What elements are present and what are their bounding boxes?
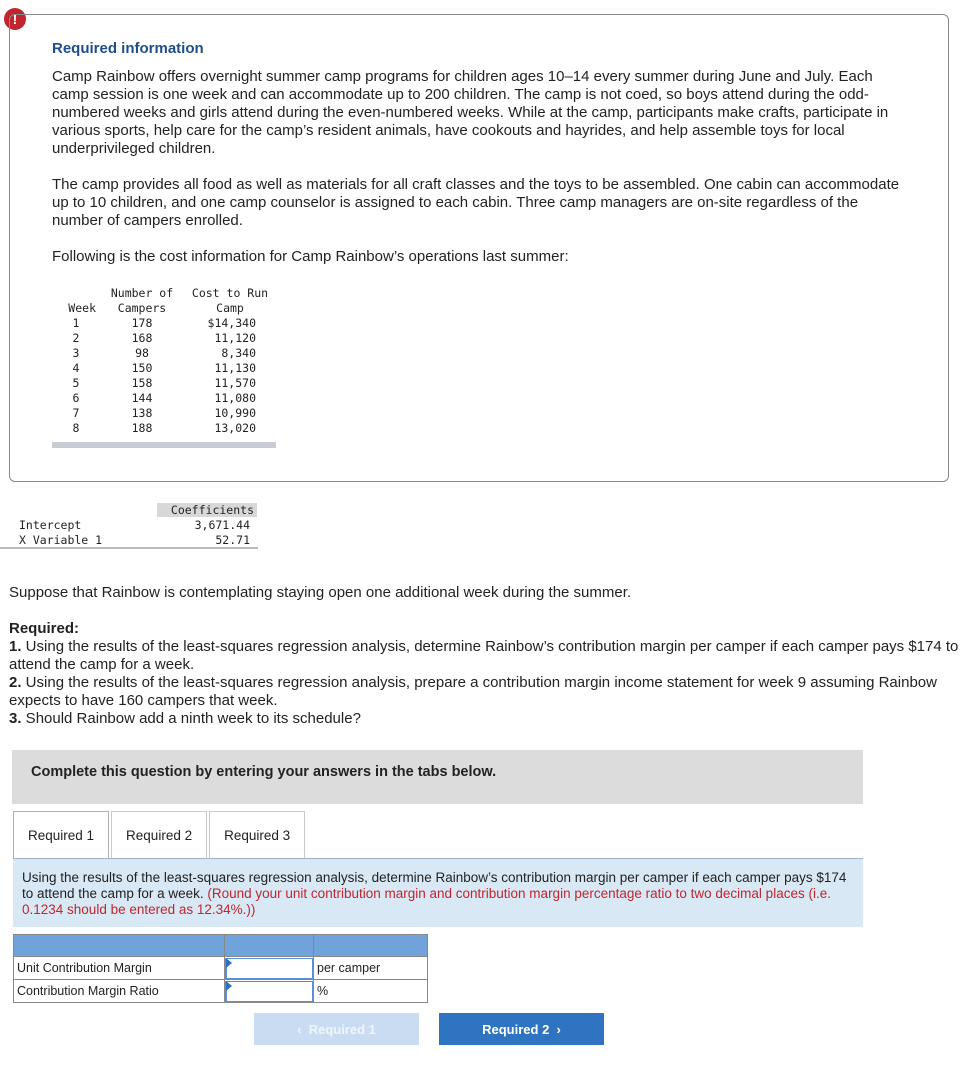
info-title: Required information — [52, 40, 204, 57]
unit-contribution-margin-input[interactable] — [225, 958, 313, 979]
tab-required-1[interactable]: Required 1 — [13, 811, 109, 859]
table-row: 2 168 11,120 — [72, 331, 256, 345]
unit-cm-label: Unit Contribution Margin — [14, 957, 225, 980]
answer-table — [13, 934, 428, 1003]
suppose-text: Suppose that Rainbow is contemplating staying open one additional week during the summer. — [9, 584, 632, 601]
table-divider — [52, 442, 276, 448]
input-flag-icon — [226, 981, 232, 991]
next-required-button[interactable]: Required 2 › — [439, 1013, 604, 1045]
answer-table-header — [14, 935, 428, 957]
contribution-margin-ratio-input[interactable] — [225, 981, 313, 1002]
info-paragraph-1: Camp Rainbow offers overnight summer camp programs for children ages 10–14 every summer during June and July. Each camp session is one week and can accommodate up to 200 children. The camp is not coed, so boys attend during the odd-numbered weeks and girls attend during the even-numbered weeks. While at the camp, participants make crafts, participate in various sports, help care for the camp’s resident animals, have cookouts and hayrides, and help assemble toys for local underprivileged children. — [52, 68, 889, 157]
prev-required-button[interactable]: ‹ Required 1 — [254, 1013, 419, 1045]
col-cost-line1: Cost to Run — [191, 286, 269, 300]
col-week: Week — [68, 301, 96, 315]
table-row — [14, 957, 428, 980]
table-row — [0, 533, 258, 548]
tab-required-2[interactable]: Required 2 — [111, 811, 207, 859]
table-row: 6 144 11,080 — [72, 391, 256, 405]
cost-data-table — [52, 286, 276, 436]
required-item-2: 2. Using the results of the least-squares regression analysis, prepare a contribution margin income statement for week 9 assuming Rainbow expects to have 160 campers that week. — [9, 674, 937, 709]
x-variable-label: X Variable 1 — [19, 533, 103, 547]
cm-ratio-unit: % — [314, 980, 428, 1003]
regression-divider — [0, 547, 258, 549]
required-item-1: 1. Using the results of the least-squares regression analysis, determine Rainbow’s contribution margin per camper if each camper pays $174 to attend the camp for a week. — [9, 638, 959, 673]
coefficients-header: Coefficients — [170, 503, 254, 517]
regression-table — [0, 503, 258, 548]
table-row: 1 178 $14,340 — [52, 316, 276, 331]
info-paragraph-3: Following is the cost information for Camp Rainbow’s operations last summer: — [52, 248, 569, 265]
table-row — [0, 518, 258, 533]
input-flag-icon — [226, 958, 232, 968]
col-campers-line2: Campers — [117, 301, 167, 315]
panel-instruction: Using the results of the least-squares regression analysis, determine Rainbow’s contribution margin per camper if each camper pays $174 to attend the camp for a week. — [22, 870, 847, 901]
table-row: 4 150 11,130 — [72, 361, 256, 375]
intercept-value: 3,671.44 — [194, 518, 250, 532]
tab-panel-instructions — [13, 858, 863, 927]
required-heading: Required: — [9, 620, 80, 637]
info-paragraph-2: The camp provides all food as well as materials for all craft classes and the toys to be assembled. One cabin can accommodate up to 10 children, and one camp counselor is assigned to each cabin. Three camp managers are on-site regardless of the number of campers enrolled. — [52, 176, 900, 229]
rounding-note: (Round your unit contribution margin and contribution margin percentage ratio to two decimal places (i.e. 0.1234 should be entered as 12.34%.)) — [22, 886, 831, 917]
chevron-left-icon: ‹ — [297, 1021, 309, 1037]
intercept-label: Intercept — [19, 518, 82, 532]
required-section — [9, 620, 959, 728]
complete-question-banner: Complete this question by entering your answers in the tabs below. — [12, 750, 863, 804]
alert-icon: ! — [4, 8, 26, 30]
required-tabs — [13, 811, 307, 859]
table-row: 5 158 11,570 — [52, 376, 276, 391]
chevron-right-icon: › — [549, 1021, 561, 1037]
col-campers-line1: Number of — [110, 286, 174, 300]
table-row: 7 138 10,990 — [52, 406, 276, 421]
table-row: 8 188 13,020 — [72, 421, 256, 435]
cm-ratio-label: Contribution Margin Ratio — [14, 980, 225, 1003]
col-cost-line2: Camp — [216, 301, 244, 315]
tab-required-3[interactable]: Required 3 — [209, 811, 305, 859]
required-item-3: 3. Should Rainbow add a ninth week to its schedule? — [9, 710, 361, 727]
unit-cm-unit: per camper — [314, 957, 428, 980]
table-row: 3 98 8,340 — [52, 346, 276, 361]
table-row — [14, 980, 428, 1003]
x-variable-value: 52.71 — [215, 533, 250, 547]
